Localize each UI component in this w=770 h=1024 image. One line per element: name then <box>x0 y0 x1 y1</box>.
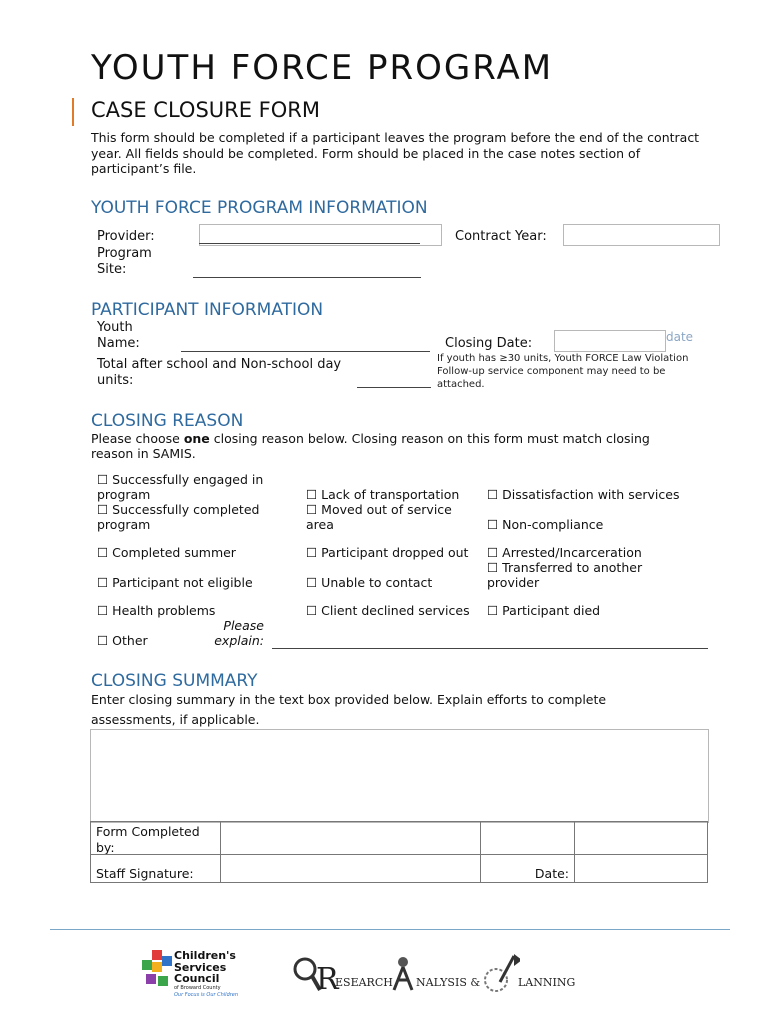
option-completed-program[interactable]: ☐ Successfully completed program <box>97 502 260 532</box>
closing-reason-instructions <box>91 431 691 461</box>
rap-logo <box>292 950 576 998</box>
footer-divider <box>50 929 730 930</box>
option-declined[interactable]: ☐ Client declined services <box>306 603 470 618</box>
program-site-input[interactable] <box>193 277 421 278</box>
option-not-eligible[interactable]: ☐ Participant not eligible <box>97 575 253 590</box>
option-dissatisfaction[interactable]: ☐ Dissatisfaction with services <box>487 487 680 502</box>
closing-date-label: Closing Date: <box>445 336 533 351</box>
youth-name-input[interactable] <box>181 351 430 352</box>
closing-reason-heading: CLOSING REASON <box>91 411 244 431</box>
instr-pre: Please choose <box>91 431 184 446</box>
closing-date-input[interactable] <box>554 330 666 352</box>
units-note: If youth has ≥30 units, Youth FORCE Law Violation Follow-up service component may need to be attached. <box>437 353 689 390</box>
csc-tagline: Our Focus is Our Children <box>174 992 239 998</box>
option-other[interactable]: ☐ Other <box>97 633 148 648</box>
date-input[interactable] <box>574 854 708 883</box>
form-completed-input[interactable] <box>220 821 481 855</box>
instr-post: closing reason below. Closing reason on this form must match closing reason in SAMIS. <box>91 431 650 461</box>
csc-name <box>174 950 236 985</box>
date-label: Date: <box>480 854 575 883</box>
explain-input[interactable] <box>272 648 708 649</box>
form-completed-extra-cell <box>480 821 575 855</box>
option-arrested[interactable]: ☐ Arrested/Incarceration <box>487 545 642 560</box>
option-unable[interactable]: ☐ Unable to contact <box>306 575 433 590</box>
csc-line-2: Services <box>174 960 227 974</box>
staff-signature-input[interactable] <box>220 854 481 883</box>
option-transferred[interactable]: ☐ Transferred to another provider <box>487 560 643 590</box>
option-moved[interactable]: ☐ Moved out of service area <box>306 502 452 532</box>
program-site-label-1: Program <box>97 246 152 261</box>
accent-bar <box>72 98 74 126</box>
csc-line-3: Council <box>174 972 220 985</box>
puzzle-pieces-icon <box>140 948 174 994</box>
rap-nalysis: NALYSIS & <box>416 976 481 989</box>
option-completed-summer[interactable]: ☐ Completed summer <box>97 545 236 560</box>
provider-label: Provider: <box>97 229 155 244</box>
option-died[interactable]: ☐ Participant died <box>487 603 601 618</box>
instr-bold: one <box>183 431 210 446</box>
explain-label-1: Please <box>223 618 264 633</box>
youth-name-label-1: Youth <box>97 320 133 335</box>
units-label-2: units: <box>97 373 134 388</box>
staff-signature-label: Staff Signature: <box>90 854 221 883</box>
program-site-label-2: Site: <box>97 262 127 277</box>
closing-summary-heading: CLOSING SUMMARY <box>91 671 258 691</box>
csc-county: of Broward County <box>174 985 221 991</box>
form-completed-label: Form Completed by: <box>90 821 221 855</box>
closing-date-placeholder: date <box>666 330 694 344</box>
rap-r: R <box>316 962 339 997</box>
participant-info-heading: PARTICIPANT INFORMATION <box>91 300 324 320</box>
option-health[interactable]: ☐ Health problems <box>97 603 216 618</box>
option-transport[interactable]: ☐ Lack of transportation <box>306 487 460 502</box>
contract-year-input[interactable] <box>563 224 720 246</box>
explain-label-2: explain: <box>214 633 264 648</box>
option-engaged[interactable]: ☐ Successfully engaged in program <box>97 472 264 502</box>
figure-icon <box>390 956 416 992</box>
closing-summary-textbox[interactable] <box>90 729 709 823</box>
youth-name-label-2: Name: <box>97 336 140 351</box>
rap-lanning: LANNING <box>518 976 576 989</box>
provider-underline <box>199 243 420 244</box>
units-label-1: Total after school and Non-school day <box>97 357 342 372</box>
closing-summary-instructions: Enter closing summary in the text box provided below. Explain efforts to complete assessments, if applicable. <box>91 692 607 727</box>
form-completed-extra-cell-2 <box>574 821 708 855</box>
form-subtitle: CASE CLOSURE FORM <box>91 98 321 122</box>
rap-esearch: ESEARCH <box>335 976 393 989</box>
intro-text: This form should be completed if a participant leaves the program before the end of the contract year. All fields should be completed. Form should be placed in the case notes section of participant’s file. <box>91 130 700 176</box>
program-info-heading: YOUTH FORCE PROGRAM INFORMATION <box>91 198 428 218</box>
csc-line-1: Children's <box>174 949 236 962</box>
option-noncompliance[interactable]: ☐ Non-compliance <box>487 517 604 532</box>
contract-year-label: Contract Year: <box>455 229 547 244</box>
units-input[interactable] <box>357 387 431 388</box>
option-dropped[interactable]: ☐ Participant dropped out <box>306 545 469 560</box>
form-title: YOUTH FORCE PROGRAM <box>91 48 554 88</box>
csc-logo <box>140 948 252 1006</box>
